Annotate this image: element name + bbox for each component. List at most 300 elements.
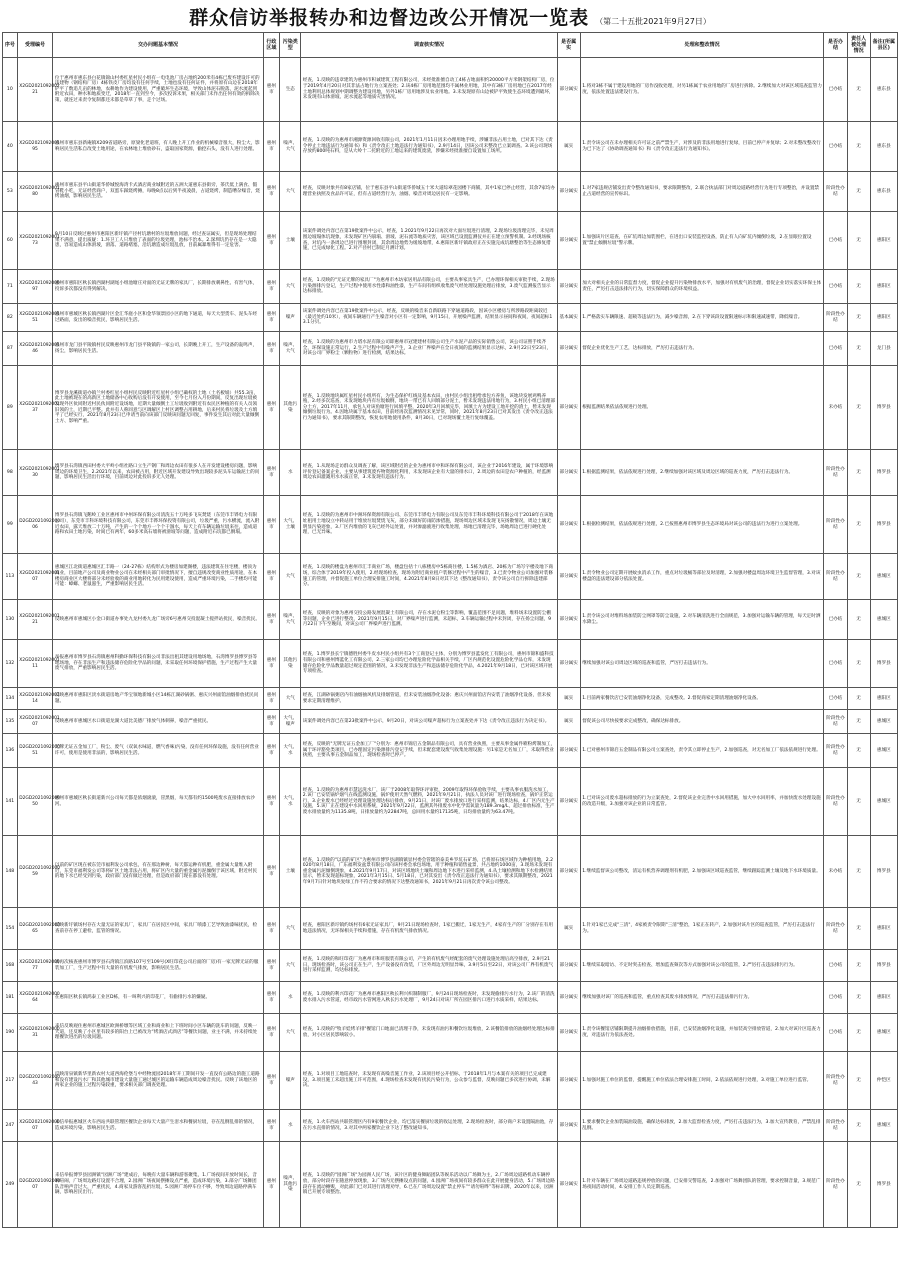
cell-handling: 1.继续采取暗访、不定时突击检查、增加监查频次等方式加强对该公司的监管，2.严厉打击违法排污行为。 [580, 950, 824, 982]
cell-district: 惠州市 [263, 688, 280, 710]
cell-issue: 反映新圩镇场村存在大量无证的家具厂，家具厂在居民区中间，家具厂喷漆工艺导致油漆味扰民，检查前存在停工避检，监管的情况。 [53, 908, 263, 950]
cell-issue: 以前的矿区现在被东莞市福利发公司承包，有在那边种树，每天都运种有机肥，重金属大量堆入附近，东莞市福利发公司等将矿区土地非法占用，将矿区内大量的重金属污泥倾倒于该区域，附近村民的地下水已经受到污染，政府部门没有做过处理，但是政府部门现在都没有处理。 [53, 836, 263, 908]
cell-district: 惠州市 [263, 450, 280, 496]
cell-issue: 惠州市惠城区秋长街道新兴公司每天都是浓烟滚滚，冒黑烟，每天都有约1500吨废水直接排放农沙河。 [53, 768, 263, 836]
cell-district: 惠州市 [263, 710, 280, 734]
cell-note: 惠阳区 [870, 908, 897, 950]
table-row [3, 270, 898, 304]
cell-issue: 惠州市惠东县新庵镇X209省道路旁，原梁化老道班，有人晚上开工作业的机械噪音很大，粉尘大，影响居民生活私自改变土地用途，在农林地上堆放砂石，盗取国家资源，偷挖石头，没有人进行处理。 [53, 122, 263, 172]
cell-seq: 249 [3, 1142, 18, 1228]
cell-handling: 1.针对1家已完成"三清"，4家被责令限期"三清"整治，1家正在转产，2.加强对该片区的巡查监管，严厉打击违法行为。 [580, 908, 824, 950]
cell-district: 惠州市 [263, 950, 280, 982]
cell-ptype: 噪声、大气 [280, 332, 301, 366]
cell-verdict: 部分属实 [557, 1014, 580, 1052]
cell-issue: 反映惠州市惠城区小金口街道办事处九龙村委九龙广场旁6号惠州交投混凝土搅拌站扰民，噪音扰民。 [53, 600, 263, 640]
cell-district: 惠州市 [263, 554, 280, 600]
cell-survey: 经查，1.反映的利兴印花厂为惠州市惠阳区秋长利兴织制制服厂，9月24日现场检查时，未发现偷排污水行为，2.该厂的清洗废水排入污水管道，经市政污水管网进入秋长污水处理厂，9月24日对该厂所在园区排污口进行水质采样，结果达标。 [301, 982, 557, 1014]
cell-closed: 阶段性办结 [824, 1142, 847, 1228]
cell-survey: 经查，1.反映的"以前的矿区"为惠州市博罗县湖镇镇显村委会管辖的泰美乡罗坑石矿场，已将原石场区域作为种植用地，2.2020年8月18日，广东福利发盆景有限公司向该村委会承包场地，用于种植和销售盆景，共占地约1000亩，3.现场未发现有重金属污泥倾倒现象，4.2021年9月17日，对该区域地块土壤和周边地下水进行采样监测，4.从土壤检测和地下水检测结果显示，暂未发现超标现象，2021年3月15日、5月18日，已对其发出《责令改正违法行为通知书》，要求其限期整改，2021年9月7日针对地块复绿工作不符合要求的情况下达整改通知书，2021年9月21日再次责令该公司整改。 [301, 836, 557, 908]
cell-issue: 来信反映观住惠州市惠城区欧洲桥墩等区域工业和商业和上下班时间小区车辆的洗车的问题，反映一大道，还反映了小区里有较多的阳台上已被改为“烤酒店式酒店”等餐饮问题，业主不满，并未持续处理餐饮进出的垃圾问题。 [53, 1014, 263, 1052]
cell-seq: 141 [3, 768, 18, 836]
cell-closed: 阶段性办结 [824, 768, 847, 836]
cell-id: X2GD2021092001 14 [17, 688, 53, 710]
cell-survey: 经查，反映的"无牌无证五金加工厂"分别为：惠州市锦启五金制品有限公司，具有营业执照，主要从事金属件喷粉烤制加工，属于环评豁免类项目，已办理固定污染源排污登记手续，但未配套建设废气收集处理设施：另1家是无名加工厂，未取得营业执照，主要从事五金制品加工，现场检查时已停产。 [301, 734, 557, 768]
cell-id: D2GD2021092000 59 [17, 836, 53, 908]
cell-id: D2GD2021092000 06 [17, 496, 53, 554]
cell-handling: 督促该公司尽快按要求完成整改，确保达标排放。 [580, 710, 824, 734]
cell-handling: 1.将对3栋不属于建设用地的厂房作没收处理，对另1栋属于农业用地的厂房进行拆除。2.继续加大对该区域巡查监管力度，依法处置违法建设行为。 [580, 58, 824, 122]
cell-district: 惠州市 [263, 270, 280, 304]
cell-seq: 87 [3, 332, 18, 366]
cell-handling: 1.已对该公司废水超标排放的行为立案查处，2.督促该企业完善中水回用措施，加大中水回用率，并加快废水处理设施的改造升级，3.加强对该企业的日常监管。 [580, 768, 824, 836]
cell-seq: 247 [3, 1110, 18, 1142]
cell-punish: 无 [847, 908, 870, 950]
cell-id: X2GD2021092001 07 [17, 710, 53, 734]
cell-verdict: 属实 [557, 688, 580, 710]
cell-issue: 博罗县龙溪街道办镇兰村委红星小组村民反映附近红星村小组已确权的土地（土名板埇）共55.3亩，此土地被现在的高新区土地储备中心收购后没有开发使用，至今七月份入月份期间，反复出现垃圾被发现外区伙同附近村民伙同附近设场地，近期大量倾倒土工垃圾收到附近有农民区种植的有关人员领旧领的土，近期已平整。此并有人称同意与区调解区上村区调整占用耕地，后来村民将垃圾及土方填平了已经实行，2021年8月23日已申请当前向该部门反映该问题无回复，事件发生其后对此大量倾倒土方、影响严重。 [53, 366, 263, 450]
cell-issue: 反映惠州市惠城区水口街道龙湖大道比美德厂排放气体刺鼻，噪音严重扰民。 [53, 710, 263, 734]
cell-district: 惠州市 [263, 58, 280, 122]
cell-handling: 1.责令物业公司定期开展蚊虫消杀工作，重点对垃圾桶等部位及时清理，2.加强对楼盘周边环境卫生监督管理，3.对该楼盘的违法建设部分依法处置。 [580, 554, 824, 600]
table-row [3, 122, 898, 172]
cell-survey: 经查，1.博罗县长宁镇德胜村委牛皮水村民小组共有3个工商登记主体，分别为博罗县蓝发化工有限公司，惠州市锦和盛科技有限公司和惠州博蓝化工有限公司，2.三家公司均已办理危险化学品相关手续，厂区内规范化设置危险化学品仓库，未发现储存危险化学品数量超过规定范围的情况，3.未发现非法生产和违法储存危险化学品，4.2021年9月18日，已对该区域开展专项检查。 [301, 640, 557, 688]
header-issue: 交办问题基本情况 [53, 33, 263, 58]
cell-survey: 该案件调处内容已在第19批案件中公示，经查，反映的噪音来自新联路下穿通道路段，因该小区楼房与所涉路段距离较近（最近处约10米），夜间车辆通行产生噪音对小区有一定影响，9月15日，开展噪声监测，结果显示昼间和夜间，夜间超标13.1分贝。 [301, 304, 557, 332]
cell-punish: 无 [847, 734, 870, 768]
cell-issue: 举报惠州市博罗县石湾镇惠州科勤环保科技有限公司非法出租其建设用地场地，石湾博罗县博罗县等地场地，存在非法生产和违法储存危险化学品的问题，未采取任何环境保护措施，生产过程产生大量废气排放，严重影响居民生活。 [53, 640, 263, 688]
cell-id: X2GD2021092001 37 [17, 366, 53, 450]
cell-closed: 阶段性办结 [824, 496, 847, 554]
cell-survey: 经查，反映对象共有8家店铺，位于惠东县平山街道华侨城五十米大道综翠花园楼下商铺，其中1家已停止经营，其余7家均办理营业执照及食品许可证，但有占道经营行为，油烟、噪音对周边居民有一定影响。 [301, 172, 557, 212]
cell-id: X2GD2021092001 80 [17, 172, 53, 212]
cell-seq: 71 [3, 270, 18, 304]
cell-ptype: 大气、水 [280, 768, 301, 836]
header-closed: 是否办结 [824, 33, 847, 58]
cell-district: 惠州市 [263, 304, 280, 332]
cell-id: X2GD2021092001 30 [17, 450, 53, 496]
cell-handling: 1.责令该公司对堆料场加装防尘网罩等防尘设施，2.对车辆清洗进行全面规范，3.加强对运输车辆的管理，每天定时洒水降尘。 [580, 600, 824, 640]
cell-punish: 无 [847, 600, 870, 640]
cell-closed: 已办结 [824, 212, 847, 270]
cell-seq: 190 [3, 1014, 18, 1052]
cell-ptype: 大气 [280, 270, 301, 304]
cell-issue: 9月10日反映过惠州市惠阳区新圩镇产径村坑塘村的垃圾堆放问题，经过查证属实，但是现场处理结果不满意，提出质疑：1.环卫工人只堆放了表面的垃圾处理，池标不治本。2.深圳坑仍存在是一大隐患，容易造成山体滑坡，滑落、道路堵塞，沿坑塘造成垃圾乱放，目前属暴堆得有一定危害。 [53, 212, 263, 270]
cell-ptype: 大气、噪声 [280, 710, 301, 734]
cell-note: 博罗县 [870, 496, 897, 554]
cell-id: X2GD2021092000 31 [17, 1014, 53, 1052]
cell-survey: 经查，1.反映地块属红星村民小组所有，为生态保护红线及基本农田，由村民小组出租给承包方养鱼，该地块发展鸡鸭养殖，2.经多次巡查，未发现地块内有垃圾倾倒，地块一带已有人回填部分泥土，暂未发现违法用地行为，3.村民小组已清理部分土方，2017年11月，承包人对该鱼塘进行回填平整，2020年3月回填完毕，回填土方为建设工地开挖的渣土，暂未发现倾倒垃圾行为。4.因地块属于基本农田，目前经再次监测情况未见异常，同时，2021年8月23日已对其发出《责令改正违法行为通知书》，要求其限期整改，恢复农用地使用条件，8月30日，已对现场覆土进行复绿覆盖。 [301, 366, 557, 450]
cell-note: 博罗县 [870, 950, 897, 982]
cell-district: 惠州市 [263, 908, 280, 950]
cell-ptype: 大气 [280, 554, 301, 600]
cell-survey: 经查，惠阳区新圩镇约场村有6家无证家具厂，9月21日现场检查时，1家已搬迁，1家无生产，4家有生产的厂分别存在有用地违法情况，无环保相关手续和措施，存在有机废气排放情况。 [301, 908, 557, 950]
cell-note: 惠阳区 [870, 212, 897, 270]
cell-seq: 132 [3, 640, 18, 688]
table-row [3, 1142, 898, 1228]
cell-ptype: 生态 [280, 58, 301, 122]
cell-note: 博罗县 [870, 1142, 897, 1228]
cell-closed: 阶段性办结 [824, 172, 847, 212]
cell-survey: 该案件调处内容已在第19批案件中公示，经查，1.2021年9月22日再次对大面垃圾进行清理，2.现场垃圾清理完毕，未见周围边坡塌体坑现象，未发现矿区内崩塌、滑坡、泥石流等地质灾害，该区域已设置监测仪并正在建立预警机制。3.经现场核查，对坑内一条周边已进行围堰封闭，其余周边地势为缓坡地带，4.惠阳区新圩镇政府正在实施完成坑塘整治等生态修复措施，已完成绿化工程。2.对产径村已制定月测计划。 [301, 212, 557, 270]
cell-ptype: 土壤 [280, 212, 301, 270]
cell-seq: 135 [3, 710, 18, 734]
cell-punish: 无 [847, 982, 870, 1014]
cell-handling: 1.根据监测结果，依法依规进行处理，2.继续加强对该区域及周边区域的巡查力度，严厉打击违法行为。 [580, 450, 824, 496]
cell-district: 惠州市 [263, 1052, 280, 1110]
cell-id: X2GD2021092002 21 [17, 58, 53, 122]
cell-seq: 82 [3, 304, 18, 332]
cell-id: X2GD2021092000 64 [17, 982, 53, 1014]
cell-issue: 来信举报博罗县园洲镇“园洲广场”建成后，每晚有大量车辆和游客聚集，1.广场夜间开放时间长，音响喧闹，广场周边路灯设置不合理，2.园洲广场夜间摆摊设点严重，造成环境污染，3.部分广场舞团队音响声音过大，严重扰民，4.商家及游客乱扔垃圾，5.园洲广场停车位不够，导致周边道路停满车辆，影响居民出行。 [53, 1142, 263, 1228]
cell-issue: 惠州市惠阳区秋长镇西湖村湖尾小组池塘庄对面的无证无牌的家具厂，长期排放刺鼻性、有害气体，投诉多次都没有得到解决。 [53, 270, 263, 304]
cell-district: 惠州市 [263, 212, 280, 270]
cell-seq: 136 [3, 734, 18, 768]
cell-id: X2GD2021092001 51 [17, 304, 53, 332]
cell-note: 惠城区 [870, 734, 897, 768]
table-row [3, 212, 898, 270]
cell-issue: 无牌无证五金加工厂，粉尘、废气（双氧水味道，燃气香味)污染，没有任何环保设施，没有任何营业许可，使用是使用非法的，影响居民生活。 [53, 734, 263, 768]
cell-ptype: 噪声 [280, 1052, 301, 1110]
cell-verdict: 部分属实 [557, 1110, 580, 1142]
cell-verdict: 部分属实 [557, 496, 580, 554]
cell-closed: 已办结 [824, 688, 847, 710]
cell-closed: 阶段性办结 [824, 1110, 847, 1142]
cell-note: 仲恺区 [870, 1052, 897, 1110]
cell-verdict: 部分属实 [557, 332, 580, 366]
cell-closed: 阶段性办结 [824, 1052, 847, 1110]
cell-punish: 无 [847, 122, 870, 172]
cell-note: 惠阳区 [870, 270, 897, 304]
cell-punish: 无 [847, 270, 870, 304]
cell-closed: 阶段性办结 [824, 450, 847, 496]
cell-id: X2GD2021092001 73 [17, 212, 53, 270]
cell-survey: 经查，1.反映的违章建筑为惠州市积诚建筑工程有限公司，未经批准擅自动工4栋占地面积约20000平方米钢架结构厂房，位于2019年4月20日对其非法占地行为立案查处；2.该4栋厂房用地范围均不属林业用地，其中有3栋厂房用地已在2017年经土地利用总体规划中期调整为建设用地，另外1栋厂房用地涉及农业用地。3.未发现原有山边被铲平致使生态环境遭到破坏，未发现有山体滑坡、泥水流起等地质灾害情况。 [301, 58, 557, 122]
cell-handling: 1.针对车辆在广场周边道路违规停放的问题，已安排交警巡查，2.加强对广场舞团队的管理，要求控制音量，3.规范广场夜间活动时间，4.安排工作人员定期巡查。 [580, 1142, 824, 1228]
cell-ptype: 大气 [280, 908, 301, 950]
cell-punish: 无 [847, 450, 870, 496]
cell-issue: 在惠阳区秋长镇鸿泰工业区D栋，有一叫利兴的印花厂，有偷排污水的嫌疑。 [53, 982, 263, 1014]
cell-verdict: 部分属实 [557, 554, 580, 600]
cell-punish: 无 [847, 836, 870, 908]
cell-seq: 217 [3, 1052, 18, 1110]
cell-issue: 博罗县石湾镇飞鹅岭工业区惠州市中州环保有限公司清洗五十万吨多飞灰焚烧（东莞市丰铧电力有限公司），东莞市丰科环境科技有限公司，东莞市丰铧环保投资有限公司，垃圾严重，污水横流，流入附近农田，露天堆放二十万吨，产生的一个个地方一个个干涸水，每天上有车辆运输垃圾来往，造成道路和农田土地污染，时间已有两年，60多米高石墙将被滑坡等问题，造成附近石坑都已倒塌。 [53, 496, 263, 554]
cell-handling: 督促企业优化生产工艺，达标排放，严厉打击违法行为。 [580, 332, 824, 366]
table-row [3, 734, 898, 768]
cell-survey: 经查，1.反映的为惠州市湘源资源回收有限公司，2021年1月11日因未办理用地手续，涉嫌非法占用土地，已对其下达《责令停止土地违法行为通知书》和《责令改正土地违法行为通知书》，2.9月14日，因该公司未整改已立案调查。3.该公司现场存放约800吨石料，是从大岭十二托附近的工地运来的建筑废渣，涉嫌未经批准擅自设置加工场所。 [301, 122, 557, 172]
cell-seq: 148 [3, 836, 18, 908]
cell-punish: 无 [847, 496, 870, 554]
cell-verdict: 属实 [557, 122, 580, 172]
cell-closed: 已办结 [824, 270, 847, 304]
cell-survey: 经查，1.反映的为惠州市中洲环保资源有限公司、东莞市丰铧电力有限公司及东莞市丰科环境科技有限公司于2018年在该地址租用土地设立中转站用于堆放垃圾焚烧飞灰，部分未做好防雨防渗措施，现场周边区域未发现飞灰扬散情况，周边土壤无明显污染迹象，3.厂区内堆放的飞灰已经外运处置，并对渗滤液进行收集处理，场地已清理完毕，场地周边已进行硬化处理，已无异味。 [301, 496, 557, 554]
cell-seq: 99 [3, 496, 18, 554]
cell-note: 惠城区 [870, 600, 897, 640]
cell-handling: 1.责令该公司在未办理相关许可证之前严禁生产，对涉及的非法用地进行复绿，目前已停产并复绿；2.对未整改整改行为已下达了《协助调查通知书》和《责令改正违法行为通知书》。 [580, 122, 824, 172]
table-header-row [3, 33, 898, 58]
cell-seq: 154 [3, 908, 18, 950]
cell-punish: 无 [847, 332, 870, 366]
cell-handling: 继续加强对该厂的巡查和监管，重点检查其废水排放情况，严厉打击违法排污行为。 [580, 982, 824, 1014]
cell-id: X2GD2021092001 07 [17, 554, 53, 600]
cell-verdict: 部分属实 [557, 600, 580, 640]
cell-verdict: 部分属实 [557, 950, 580, 982]
cell-survey: 该案件调处内容已在第23批案件中公示，9月20日，对该公司噪声超标行为立案查处并下达《责令改正违法行为决定书》。 [301, 710, 557, 734]
cell-verdict: 部分属实 [557, 836, 580, 908]
header-ptype: 污染类型 [280, 33, 301, 58]
cell-ptype: 大气 [280, 950, 301, 982]
table-row [3, 496, 898, 554]
cell-closed: 阶段性办结 [824, 710, 847, 734]
cell-ptype: 噪声、大气 [280, 122, 301, 172]
cell-punish: 无 [847, 950, 870, 982]
cell-closed: 已办结 [824, 640, 847, 688]
cell-survey: 经查，1.反映的"园洲广场"为园洲人民广场，该片区的健身舞蹈团队等娱乐活动以广场舞为主，2.广场周边道路机动车辆停放，部分时段存在随意停放现象，3.广场内无摆摊设点的问题，4.园洲广场夜间有较多群众在此开展健身活动，5.广场周边路段存在流动摊贩，对此部门已对其进行清理劝导，6.已在广场周边设置“禁止停车”“请勿喧哗”等标识牌，2020年以来，园洲镇已开展专项整治。 [301, 1142, 557, 1228]
cell-issue: 惠州市龙门县平陵镇村民反映惠州市龙门县平陵镇的一家公司，长期晚上开工，生产设备的轰鸣声，扬尘，影响居民生活。 [53, 332, 263, 366]
cell-punish: 无 [847, 1014, 870, 1052]
cell-ptype: 噪声 [280, 304, 301, 332]
table-row [3, 1014, 898, 1052]
cell-punish: 无 [847, 212, 870, 270]
cell-verdict: 部分属实 [557, 450, 580, 496]
page-title: 群众信访举报转办和边督边改公开情况一览表 [189, 7, 590, 29]
cell-survey: 经查，1.反映的和旺印花厂为惠州市和旺服装有限公司，产生的有机废气经配套的废气处理设施处理后高空排放，2.9月21日，现场检查时，该公司正在生产，生产设备没有改装，厂区外周边无明显异味，3.9月5日至22日，对该公司厂界有机废气进行采样监测，均达标排放。 [301, 950, 557, 982]
cell-closed: 未办结 [824, 836, 847, 908]
header-punish: 责任人被处理情况 [847, 33, 870, 58]
cell-id: D2GD2021092000 50 [17, 768, 53, 836]
cell-note: 惠城区 [870, 710, 897, 734]
cell-survey: 经查，1.反映的为惠州市力塔水泥有限公司即惠州市冠建建材有限公司生产水泥产品的实际销售公司，该公司证照手续齐全，环保设施正常运行，2.生产过程中有噪声产生，3.企业厂界噪声在全日夜间的监测结果显示达标，2.9月22日至23日，对该公司厂界粉尘（颗粒物）进行检测，结果达标。 [301, 332, 557, 366]
table-row [3, 710, 898, 734]
cell-seq: 130 [3, 600, 18, 640]
cell-id: X2GD2021092000 97 [17, 270, 53, 304]
cell-seq: 60 [3, 212, 18, 270]
cell-id: X2GD2021092001 95 [17, 122, 53, 172]
cell-note: 惠阳区 [870, 982, 897, 1014]
cell-verdict: 属实 [557, 908, 580, 950]
cell-ptype: 大气 [280, 688, 301, 710]
cell-verdict: 部分属实 [557, 734, 580, 768]
cell-punish: 无 [847, 58, 870, 122]
table-row [3, 1052, 898, 1110]
cell-closed: 未办结 [824, 366, 847, 450]
cell-district: 惠州市 [263, 836, 280, 908]
cell-punish: 无 [847, 1142, 870, 1228]
cell-verdict: 部分属实 [557, 640, 580, 688]
cell-issue: 请再次核查惠州市博罗县石湾镇江滨路107号至109号(X旺印花公司后面的厂房)有一家无牌无证的服装加工厂，生产过程中有大量的有机废气排放，影响居民生活。 [53, 950, 263, 982]
cell-handling: 1.目前两家餐饮店已安装油烟净化设备，完成整改。2.督促商家定期清理油烟净化设备。 [580, 688, 824, 710]
cell-issue: 位于惠州市惠东县白花镇锦山村委红星村民小组有一电电池厂房占地约200米有4栋已废弃建设许可的违建物（钢结构厂房）4栋铁皮厂房均没有任何手续，土地也没有任何证件，并将原有山边在2018年铲平了数追几亩的林地，农耕地作为建设使用，严重破坏生态环境，导致山体泥石脱落，泥水流起到附近农田，种水和地质变迁，2018年一直到至今，多次投诉未果，相关部门未作出任何有效的拆除决策，就连过来责令复制都还未都是草草了事，走个过场。 [53, 58, 263, 122]
cell-note: 博罗县 [870, 640, 897, 688]
cell-seq: 89 [3, 366, 18, 450]
cell-id: X2GD2021092001 46 [17, 332, 53, 366]
cell-handling: 1.已对惠州市锦启五金制品有限公司立案查处，责令其立即停止生产，2.加强巡查，对无名加工厂依法依规进行处理。 [580, 734, 824, 768]
cell-seq: 134 [3, 688, 18, 710]
cell-closed: 阶段性办结 [824, 908, 847, 950]
cell-handling: 1.加强对施工单位的监督，提醒施工单位依法合理安排施工时间，2.依法依规进行处理，3.对施工单位进行监管。 [580, 1052, 824, 1110]
cell-handling: 根据监测结果依法依规进行处理。 [580, 366, 824, 450]
cell-district: 惠州市 [263, 640, 280, 688]
cell-punish: 无 [847, 366, 870, 450]
cell-id: X2GD2021092001 11 [17, 640, 53, 688]
cell-note: 龙门县 [870, 332, 897, 366]
cell-survey: 经查，1.从现场走访群众及调查了解，该区域附近的企业为惠州市中和环保有限公司，该企业于2016年建设，属于环境影响评价登记备案企业，主要从事建筑废弃物资源化利用，未发现该企业有大量的排水口，2.周边的农田是农户种植的，经监测周边农田灌溉用水水质正常，3.未发现有违法行为。 [301, 450, 557, 496]
table-row [3, 688, 898, 710]
cell-ptype: 大气、土壤 [280, 496, 301, 554]
cell-closed: 阶段性办结 [824, 554, 847, 600]
cell-verdict: 部分属实 [557, 172, 580, 212]
cell-issue: 惠城区江北街道惠城区汇丰路一（24-27栋）结构形式为楼房加建阁楼，违法建筑在住宅楼，楼顶为商业，目前地产公司及商业物业公司在未经相关部门审批情况下，擅自违规改变商业性质用途，在本楼房商业区大楼将部分未经验收的商业用地转化为民用建设使用，造成严重环境污染，二手楼均可能可能：蟑螂、老鼠滋生，严重影响居民生活。 [53, 554, 263, 600]
cell-survey: 经查，1.对项目工地巡查时，未发现有高噪音施工作业，2.该项目经公开招标，于2018年1月与本案有关的项目已完成建设，3.项目施工未超出施工许可范围，4.现场检查未发现有扰民污染行为，公众参与监督，反映问题已多次进行协调，未解决。 [301, 1052, 557, 1110]
cell-ptype: 噪声、大气 [280, 600, 301, 640]
cell-district: 惠州市 [263, 332, 280, 366]
cell-punish: 无 [847, 1052, 870, 1110]
cell-note: 惠城区 [870, 1110, 897, 1142]
cell-verdict: 部分属实 [557, 270, 580, 304]
cell-punish: 无 [847, 710, 870, 734]
cell-verdict: 部分属实 [557, 1052, 580, 1110]
cell-punish: 无 [847, 172, 870, 212]
cell-closed: 已办结 [824, 1014, 847, 1052]
cell-punish: 无 [847, 768, 870, 836]
table-row [3, 172, 898, 212]
cell-district: 惠州市 [263, 172, 280, 212]
cell-survey: 经查，1.反映的为惠州市慧远洗水厂，该厂于2008年取得环评审批，2009年取得环保验收手续，主要从事衣服洗水加工，2.该厂已安装锅炉烟气在线监测设施，锅炉使用天然气燃料，2021年9月21日，执法人员对该厂进行现场检查，锅炉正常运行，3.企业废水已经经过处理设施处理达标后排放，9月21日，对该厂废水排放口进行采样监测，结果达标，4.厂区内无生产设施，5.该厂正在建设中水回用系统，2021年9月22日，监测其外排废水中化学需氧量为189.3mg/L，超过排放标准，生产废水排放量约为1135.8吨，日排放量约为22847吨，总回用水量约17135吨，日均排放量约为63.47吨。 [301, 768, 557, 836]
cell-verdict: 部分属实 [557, 768, 580, 836]
header-district: 行政区域 [263, 33, 280, 58]
cell-closed: 阶段性办结 [824, 734, 847, 768]
table-row [3, 950, 898, 982]
cell-ptype: 水 [280, 450, 301, 496]
cell-district: 惠州市 [263, 600, 280, 640]
table-body [3, 58, 898, 1228]
cell-punish: 无 [847, 640, 870, 688]
cell-closed: 已办结 [824, 58, 847, 122]
cell-issue: 反映惠州市惠阳区淡水街道房地产华宝领地新城小区14栋江湖砂锅粥、惠庆兴州面馆油烟排放扰民问题。 [53, 688, 263, 710]
cell-note: 惠东县 [870, 172, 897, 212]
cell-note: 博罗县 [870, 836, 897, 908]
page-subtitle: （第二十五批2021年9月27日） [595, 17, 711, 26]
cell-ptype: 大气、水 [280, 734, 301, 768]
table-row [3, 58, 898, 122]
table-row [3, 304, 898, 332]
cell-verdict: 部分属实 [557, 366, 580, 450]
complaint-table [2, 32, 898, 1228]
cell-closed: 已办结 [824, 982, 847, 1014]
cell-handling: 1.要求餐饮企业加装隔油设施，确保达标排放，2.加大监督检查力度，严厉打击违法行为，3.加大宣传教育，严禁乱排乱倒。 [580, 1110, 824, 1142]
header-seq: 序号 [3, 33, 18, 58]
cell-note: 惠东县 [870, 122, 897, 172]
table-row [3, 908, 898, 950]
cell-ptype: 噪声、其他污染 [280, 1142, 301, 1228]
cell-note: 博罗县 [870, 450, 897, 496]
cell-note: 惠阳区 [870, 304, 897, 332]
table-row [3, 366, 898, 450]
cell-handling: 加大对相关企业的日常监督力度，督促企业提升污染物排放水平，加强对有机废气的治理，督促企业切实落实环保主体责任，严厉打击违法排污行为，切实保障群众的环境权益。 [580, 270, 824, 304]
cell-district: 惠州市 [263, 1110, 280, 1142]
cell-note: 惠城区 [870, 554, 897, 600]
cell-handling: 1.继续监督该公司整改，清运有机营养调理剂有机肥，2.加强该区域巡查监管，继续跟踪监测土壤及地下水环境质量。 [580, 836, 824, 908]
cell-survey: 经查，江湖砂锅粥店内有油烟抽风机及排烟管道，但未安装油烟净化设备；惠庆兴州面馆店内安装了油烟净化设备，但未按要求定期清理维护。 [301, 688, 557, 710]
header-verdict: 是否属实 [557, 33, 580, 58]
cell-issue: 反映清泉镇新华里新农村大道西海伦堡与中经物流园2018年开工期间开发一直没有公路边的施工道路和没有建设污水厂和其他城市建设大量施工通过城区的运输车辆造成周边噪音扰民。反映了该地区的两家企业的施工过程污染较重，要求相关部门调查处理。 [53, 1052, 263, 1110]
cell-district: 惠州市 [263, 366, 280, 450]
title-row [0, 0, 900, 32]
cell-verdict: 部分属实 [557, 212, 580, 270]
cell-ptype: 水 [280, 982, 301, 1014]
cell-closed: 阶段性办结 [824, 304, 847, 332]
cell-handling: 1.对7家违规店铺发出责令整改通知书，要求限期整改，2.联合执法部门对周边道路经营行为进行专项整治，并设置禁止占道经营的宣传标识。 [580, 172, 824, 212]
cell-handling: 1.加强该片区巡查，在矿坑周边加装围栏，在进出口安装监控设备，防止有人向矿坑内倾倒垃圾，2.在显眼位置设置"禁止倾倒垃圾"警示牌。 [580, 212, 824, 270]
cell-ptype: 其他污染 [280, 640, 301, 688]
cell-issue: 来信举报惠城区火车西站共联管理区餐饮企业每天大量产生泔水和餐厨垃圾，存在乱倒乱排的情况，造成环境污染，影响居民生活。 [53, 1110, 263, 1142]
cell-punish: 无 [847, 1110, 870, 1142]
cell-district: 惠州市 [263, 982, 280, 1014]
cell-id: X2GD2021092000 77 [17, 950, 53, 982]
cell-district: 惠州市 [263, 122, 280, 172]
cell-ptype: 土壤 [280, 836, 301, 908]
cell-district: 惠州市 [263, 734, 280, 768]
cell-issue: 博罗县石湾镇西田村委大平岭小组社路口立生产钢厂和周边农田有很多人在开发建设楼房问题，影响周边的环境卫生，2.2021年以来，农田被占用，附近区域开发建设导致出现较多泥头车运输泥土的问题，影响居民生活出行环境，目前周边对此投诉多无人处理。 [53, 450, 263, 496]
header-handling: 处理和整改情况 [580, 33, 824, 58]
cell-survey: 经查，反映的对象为惠州交投公路发展混凝土有限公司，存在水泥仓粉尘等影响，覆盖范围不足问题，堆料场未设置防尘棚等问题，企业已进行整改，2021年9月15日，对厂界噪声进行监测，未超标，3.车辆运输过程中未封闭，存在扬尘问题，9月22日下午至晚间，对该公司厂界噪声进行监测。 [301, 600, 557, 640]
cell-district: 惠州市 [263, 496, 280, 554]
cell-survey: 经查，1.反映的"无证无牌的家具厂"为惠州市木坊家居用品有限公司，主要从事家具生产，已办理环保相关审批手续，2.现场污染源排污登记，生产过程中使用水性漆和油性漆，生产车间有组织收集废气经处理设施处理后排放，3.废气监测报告显示达标排放。 [301, 270, 557, 304]
table-row [3, 554, 898, 600]
header-id: 受理编号 [17, 33, 53, 58]
table-row [3, 768, 898, 836]
table-row [3, 836, 898, 908]
cell-closed: 已办结 [824, 122, 847, 172]
cell-punish: 无 [847, 688, 870, 710]
cell-seq: 10 [3, 58, 18, 122]
cell-survey: 经查，1.反映的楼盘为惠州市汇丰商业广场，楼盘包括十八栋楼房中5栋商住楼，1.5栋为酒店、20栋为广场写字楼及地下商场，综合体于2019年投入使用，2.经现场检查，现场为附近商业租户装修过程中产生的噪音，3.已责令物业公司加强对装修施工的管理，并督促施工单位合理安排施工时间，4.2021年8月8日对其下达《整改通知书》，责令该公司自行拆除违建部分。 [301, 554, 557, 600]
cell-ptype: 水 [280, 1110, 301, 1142]
cell-seq: 53 [3, 172, 18, 212]
cell-id: X2GD2021092000 07 [17, 1110, 53, 1142]
cell-verdict: 基本属实 [557, 304, 580, 332]
cell-handling: 1.严格落实车辆限速、超载等违法行为，减少噪音源，2.在下穿该段设置限速标示和限速减速带，降低噪音。 [580, 304, 824, 332]
cell-survey: 经查，1.火车西站共联管理区内有9家餐饮企业，均已落实餐厨垃圾的收运处理，2.现场检查时，部分商户未设置隔油池，存在污水直排的情况，3.对其中两家餐饮企业下达了整改通知书。 [301, 1110, 557, 1142]
cell-punish: 无 [847, 554, 870, 600]
table-row [3, 1110, 898, 1142]
cell-verdict: 部分属实 [557, 1142, 580, 1228]
cell-seq: 168 [3, 950, 18, 982]
cell-handling: 继续加强对该公司周边区域的巡查和监管，严厉打击违法行为。 [580, 640, 824, 688]
header-note: 备注(所属县区) [870, 33, 897, 58]
cell-closed: 已办结 [824, 950, 847, 982]
cell-verdict: 部分属实 [557, 58, 580, 122]
cell-id: D2GD2021092000 51 [17, 734, 53, 768]
table-row [3, 332, 898, 366]
cell-seq: 40 [3, 122, 18, 172]
cell-id: D2GD2021092000 65 [17, 908, 53, 950]
cell-ptype: 大气 [280, 172, 301, 212]
cell-handling: 1.责令该餐馆店铺限期提升油烟排放措施，目前，已安装油烟净化设施，并加装高空排放管道，2.加大对该片区巡查力度，对违法行为依法查处。 [580, 1014, 824, 1052]
table-row [3, 450, 898, 496]
cell-id: D2GD2021092000 07 [17, 1142, 53, 1228]
cell-punish: 无 [847, 304, 870, 332]
cell-issue: 惠州市惠城区秋长镇西湖片区金汇华庭小区和金华领景园小区的地下通道，每天大型货车、泥头车经过路面，发出的噪音扰民，影响居民生活。 [53, 304, 263, 332]
cell-note: 惠东县 [870, 58, 897, 122]
cell-district: 惠州市 [263, 1142, 280, 1228]
header-survey: 调查核实情况 [301, 33, 557, 58]
table-row [3, 600, 898, 640]
cell-district: 惠州市 [263, 768, 280, 836]
cell-ptype: 大气 [280, 1014, 301, 1052]
cell-seq: 113 [3, 554, 18, 600]
table-row [3, 982, 898, 1014]
cell-verdict: 属实 [557, 710, 580, 734]
